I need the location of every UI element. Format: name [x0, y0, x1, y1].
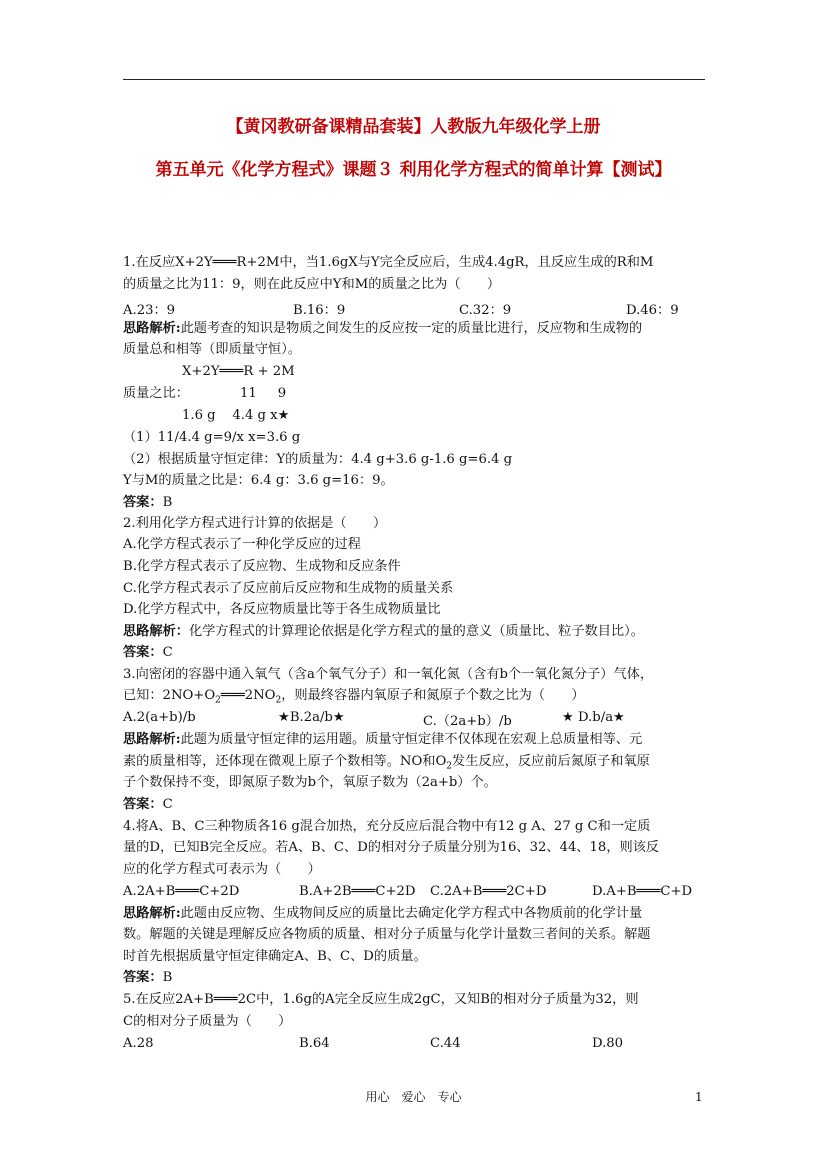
- q2-option-b: B.化学方程式表示了反应物、生成物和反应条件: [123, 559, 401, 574]
- header-rule: [123, 79, 705, 80]
- q3-option-a: A.2(a+b)/b: [123, 710, 196, 725]
- q1-answer: 答案：B: [123, 495, 173, 510]
- page-number: 1: [695, 1090, 703, 1104]
- document-title: 【黄冈教研备课精品套装】人教版九年级化学上册: [226, 117, 601, 137]
- q5-stem-line2: C的相对分子质量为（ ）: [123, 1014, 292, 1029]
- q1-option-b: B.16：9: [293, 303, 346, 318]
- q2-option-c: C.化学方程式表示了反应前后反应物和生成物的质量关系: [123, 581, 454, 596]
- page-footer: 用心 爱心 专心: [365, 1090, 462, 1104]
- q5-option-b: B.64: [299, 1036, 330, 1051]
- q3-option-b: ★B.2a/b★: [278, 710, 345, 725]
- q2-analysis: 思路解析：化学方程式的计算理论依据是化学方程式的量的意义（质量比、粒子数目比）。: [123, 624, 644, 639]
- analysis-label: 思路解析:: [123, 321, 181, 336]
- q5-stem-line1: 5.在反应2A+B═══2C中，1.6g的A完全反应生成2gC，又知B的相对分子质量为32，则: [123, 992, 639, 1007]
- q1-ratio-values: 11 9: [240, 386, 287, 401]
- q1-ratio-label: 质量之比：: [123, 386, 189, 401]
- q4-stem-line3: 应的化学方程式可表示为（ ）: [123, 862, 321, 877]
- q1-stem-line2: 的质量之比为11：9，则在此反应中Y和M的质量之比为（ ）: [123, 277, 501, 292]
- q1-stem-line1: 1.在反应X+2Y═══R+2M中，当1.6gX与Y完全反应后，生成4.4gR，且反应生成的R和M: [123, 255, 654, 270]
- q4-answer: 答案：B: [123, 970, 173, 985]
- document-subtitle: 第五单元《化学方程式》课题３ 利用化学方程式的简单计算【测试】: [155, 160, 672, 180]
- q3-analysis-line2: 素的质量相等，还体现在微观上原子个数相等。NO和$O_2$发生反应，反应前后氮原子和氧原: [123, 754, 650, 772]
- q2-answer: 答案：C: [123, 645, 173, 660]
- q5-option-c: C.44: [430, 1036, 461, 1051]
- q3-analysis-line1: 思路解析:此题为质量守恒定律的运用题。质量守恒定律不仅体现在宏观上总质量相等、元: [123, 732, 643, 747]
- q3-stem-line2: 已知：$2NO+O_2═══2NO_2$，则最终容器内氧原子和氮原子个数之比为（ ）: [123, 688, 585, 706]
- q3-option-d: ★ D.b/a★: [562, 710, 625, 725]
- q2-option-d: D.化学方程式中，各反应物质量比等于各生成物质量比: [123, 602, 441, 617]
- q1-analysis-line2: 质量总和相等（即质量守恒）。: [123, 342, 302, 357]
- q1-analysis-line1: 思路解析:此题考查的知识是物质之间发生的反应按一定的质量比进行，反应物和生成物的: [123, 321, 643, 336]
- q1-step3: Y与M的质量之比是：6.4 g：3.6 g=16：9。: [123, 473, 394, 488]
- q4-option-a: A.2A+B═══C+2D: [123, 884, 240, 899]
- q1-mass-values: 1.6 g 4.4 g x★: [182, 408, 290, 423]
- q1-option-d: D.46：9: [626, 303, 679, 318]
- q1-step1: （1）11/4.4 g=9/x x=3.6 g: [123, 430, 301, 445]
- q3-answer: 答案：C: [123, 797, 173, 812]
- q4-stem-line2: 量的D，已知B完全反应。若A、B、C、D的相对分子质量分别为16、32、44、18，则该反: [123, 840, 660, 855]
- q3-analysis-line3: 子个数保持不变，即氮原子数为b个，氧原子数为（2a+b）个。: [123, 775, 497, 790]
- q5-option-d: D.80: [592, 1036, 624, 1051]
- q1-option-c: C.32：9: [459, 303, 512, 318]
- q4-analysis-line3: 时首先根据质量守恒定律确定A、B、C、D的质量。: [123, 949, 427, 964]
- q4-option-c: C.2A+B═══2C+D: [430, 884, 547, 899]
- q1-option-a: A.23：9: [123, 303, 176, 318]
- q2-stem: 2.利用化学方程式进行计算的依据是（ ）: [123, 516, 387, 531]
- q3-stem-line1: 3.向密闭的容器中通入氧气（含a个氧气分子）和一氧化氮（含有b个一氧化氮分子）气体，: [123, 667, 654, 682]
- q4-option-d: D.A+B═══C+D: [592, 884, 693, 899]
- q1-step2: （2）根据质量守恒定律：Y的质量为：4.4 g+3.6 g-1.6 g=6.4 g: [123, 452, 513, 467]
- q2-option-a: A.化学方程式表示了一种化学反应的过程: [123, 537, 361, 552]
- q3-option-c: C.（2a+b）/b: [423, 714, 512, 729]
- q4-option-b: B.A+2B═══C+2D: [299, 884, 416, 899]
- q5-option-a: A.28: [123, 1036, 154, 1051]
- q4-analysis-line1: 思路解析:此题由反应物、生成物间反应的质量比去确定化学方程式中各物质前的化学计量: [123, 906, 643, 921]
- q1-equation: X+2Y═══R + 2M: [182, 364, 295, 379]
- q4-stem-line1: 4.将A、B、C三种物质各16 g混合加热，充分反应后混合物中有12 g A、27 g C和一定质: [123, 819, 651, 834]
- q4-analysis-line2: 数。解题的关键是理解反应各物质的质量、相对分子质量与化学计量数三者间的关系。解题: [123, 927, 651, 942]
